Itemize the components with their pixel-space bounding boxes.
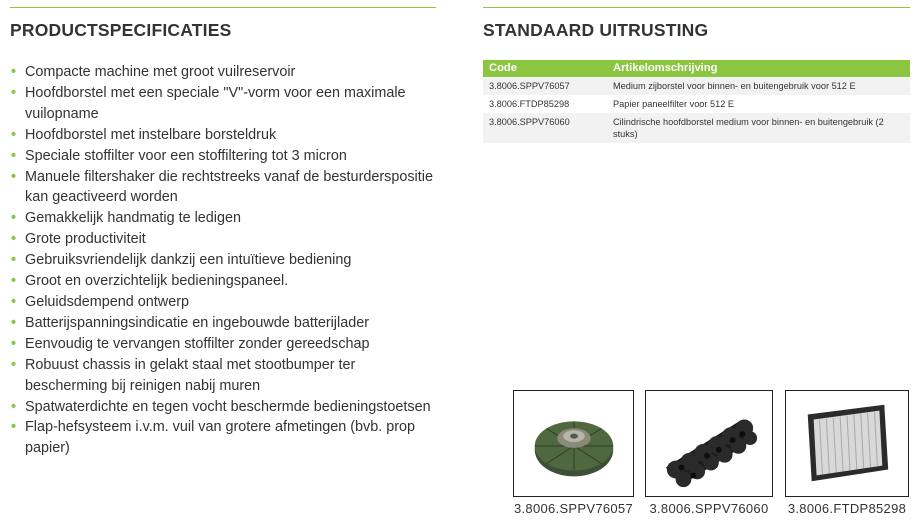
bullet-icon: • [11, 335, 17, 352]
table-row [483, 95, 910, 113]
left-top-rule [10, 7, 436, 8]
right-top-rule [483, 7, 910, 8]
cell-description: Medium zijborstel voor binnen- en buitengebruik voor 512 E [607, 77, 910, 95]
bullet-icon: • [11, 356, 17, 373]
list-item [10, 167, 440, 209]
list-item-text: Compacte machine met groot vuilreservoir [25, 64, 296, 80]
bullet-icon: • [11, 147, 17, 164]
table-header-row [483, 60, 910, 77]
cylindrical-brush-photo [645, 390, 773, 497]
list-item [10, 146, 440, 167]
list-item [10, 334, 440, 355]
list-item-text: Hoofdborstel met een speciale "V"-vorm voor een maximale vuilopname [25, 84, 406, 122]
list-item [10, 292, 440, 313]
specs-heading: PRODUCTSPECIFICATIES [10, 20, 232, 40]
cell-description: Papier paneelfilter voor 512 E [607, 95, 910, 113]
cell-description: Cilindrische hoofdborstel medium voor binnen- en buitengebruik (2 stuks) [607, 113, 910, 143]
list-item [10, 397, 440, 418]
panel-filter-photo [785, 390, 909, 497]
column-header-code: Code [483, 60, 607, 77]
list-item-text: Grote productiviteit [25, 231, 146, 248]
list-item [10, 125, 440, 146]
list-item-text: Groot en overzichtelijk bedieningspaneel. [25, 273, 289, 290]
list-item-text: Hoofdborstel met instelbare borsteldruk [25, 126, 277, 143]
list-item [10, 229, 440, 250]
bullet-icon: • [11, 126, 17, 143]
bullet-icon: • [11, 64, 17, 80]
list-item [10, 355, 440, 397]
photo-caption: 3.8006.FTDP85298 [787, 501, 907, 516]
specs-list [10, 62, 440, 459]
panel-filter-icon [786, 391, 908, 496]
side-brush-photo [513, 390, 634, 497]
list-item [10, 417, 440, 459]
list-item [10, 271, 440, 292]
bullet-icon: • [11, 293, 17, 310]
list-item-text: Batterijspanningsindicatie en ingebouwde batterijlader [25, 314, 370, 331]
bullet-icon: • [11, 314, 17, 331]
table-row [483, 77, 910, 95]
list-item-text: Robuust chassis in gelakt staal met stootbumper ter bescherming bij reinigen nabij muren [25, 356, 356, 394]
bullet-icon: • [11, 210, 17, 227]
table-row [483, 113, 910, 143]
list-item [10, 208, 440, 229]
equipment-table [483, 60, 910, 143]
column-header-description: Artikelomschrijving [607, 60, 910, 77]
list-item-text: Geluidsdempend ontwerp [25, 293, 189, 310]
list-item [10, 313, 440, 334]
photo-caption: 3.8006.SPPV76057 [513, 501, 633, 516]
bullet-icon: • [11, 252, 17, 269]
bullet-icon: • [11, 231, 17, 248]
list-item-text: Flap-hefsysteem i.v.m. vuil van grotere afmetingen (bvb. prop papier) [25, 419, 416, 457]
side-brush-icon [514, 391, 633, 496]
list-item-text: Speciale stoffilter voor een stoffiltering tot 3 micron [25, 147, 347, 164]
equipment-heading: STANDAARD UITRUSTING [483, 20, 709, 40]
list-item [10, 83, 440, 125]
photo-caption: 3.8006.SPPV76060 [649, 501, 769, 516]
cell-code: 3.8006.FTDP85298 [483, 95, 607, 113]
list-item [10, 62, 440, 83]
bullet-icon: • [11, 84, 17, 101]
cell-code: 3.8006.SPPV76060 [483, 113, 607, 143]
list-item [10, 250, 440, 271]
list-item-text: Manuele filtershaker die rechtstreeks vanaf de besturderspositie kan geactiveerd worden [25, 168, 433, 206]
bullet-icon: • [11, 419, 17, 436]
cylindrical-brush-icon [646, 391, 772, 496]
list-item-text: Spatwaterdichte en tegen vocht beschermde bedieningstoetsen [25, 398, 431, 415]
bullet-icon: • [11, 168, 17, 185]
bullet-icon: • [11, 398, 17, 415]
cell-code: 3.8006.SPPV76057 [483, 77, 607, 95]
bullet-icon: • [11, 273, 17, 290]
list-item-text: Gebruiksvriendelijk dankzij een intuïtieve bediening [25, 252, 352, 269]
list-item-text: Eenvoudig te vervangen stoffilter zonder gereedschap [25, 335, 370, 352]
list-item-text: Gemakkelijk handmatig te ledigen [25, 210, 241, 227]
